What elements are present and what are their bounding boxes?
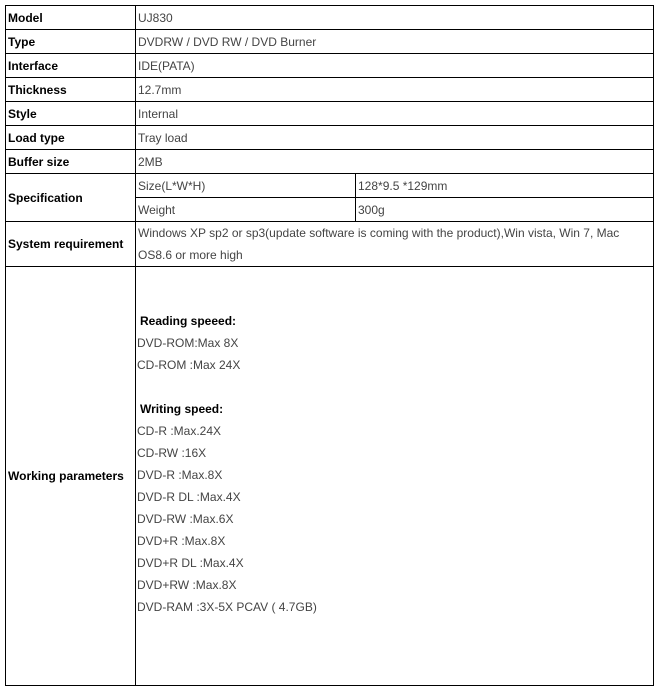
system-requirement-line-2: OS8.6 or more high: [138, 248, 243, 262]
interface-label: Interface: [6, 54, 136, 78]
style-value: Internal: [136, 102, 654, 126]
style-label: Style: [6, 102, 136, 126]
writing-speed-item: DVD-R :Max.8X: [137, 468, 223, 482]
buffer-size-label: Buffer size: [6, 150, 136, 174]
type-label: Type: [6, 30, 136, 54]
spec-row-style: [6, 102, 654, 126]
writing-speed-item: DVD+RW :Max.8X: [137, 578, 237, 592]
system-requirement-line-1: Windows XP sp2 or sp3(update software is coming with the product),Win vista, Win 7, Mac: [138, 226, 620, 240]
reading-speed-item: DVD-ROM:Max 8X: [137, 336, 239, 350]
spec-row-buffer-size: [6, 150, 654, 174]
system-requirement-value: [136, 222, 654, 267]
writing-speed-item: CD-R :Max.24X: [137, 424, 222, 438]
weight-row: [136, 198, 653, 222]
spec-row-thickness: [6, 78, 654, 102]
writing-speed-item: DVD-R DL :Max.4X: [137, 490, 241, 504]
size-row: [136, 174, 653, 198]
system-requirement-label: System requirement: [6, 222, 136, 267]
interface-value: IDE(PATA): [136, 54, 654, 78]
working-parameters-label: Working parameters: [6, 267, 136, 686]
type-value: DVDRW / DVD RW / DVD Burner: [136, 30, 654, 54]
spec-row-working-parameters: [6, 267, 654, 686]
spec-row-interface: [6, 54, 654, 78]
model-label: Model: [6, 6, 136, 30]
size-value: 128*9.5 *129mm: [356, 174, 654, 198]
writing-speed-item: CD-RW :16X: [137, 446, 207, 460]
spec-row-system-requirement: [6, 222, 654, 267]
size-label: Size(L*W*H): [136, 174, 356, 198]
writing-speed-item: DVD-RAM :3X-5X PCAV ( 4.7GB): [137, 600, 317, 614]
product-spec-table: [5, 5, 654, 686]
spec-row-specification: [6, 174, 654, 222]
thickness-value: 12.7mm: [136, 78, 654, 102]
spec-row-model: [6, 6, 654, 30]
specification-subtable: [136, 174, 653, 221]
thickness-label: Thickness: [6, 78, 136, 102]
spec-row-type: [6, 30, 654, 54]
working-parameters-value: [136, 267, 654, 686]
writing-speed-item: DVD+R DL :Max.4X: [137, 556, 244, 570]
load-type-value: Tray load: [136, 126, 654, 150]
buffer-size-value: 2MB: [136, 150, 654, 174]
load-type-label: Load type: [6, 126, 136, 150]
reading-speed-heading: Reading speeed:: [140, 314, 237, 328]
specification-cell: [136, 174, 654, 222]
model-value: UJ830: [136, 6, 654, 30]
writing-speed-heading: Writing speed:: [140, 402, 224, 416]
weight-label: Weight: [136, 198, 356, 222]
reading-speed-item: CD-ROM :Max 24X: [137, 358, 241, 372]
writing-speed-item: DVD-RW :Max.6X: [137, 512, 234, 526]
writing-speed-item: DVD+R :Max.8X: [137, 534, 226, 548]
weight-value: 300g: [356, 198, 654, 222]
spec-row-load-type: [6, 126, 654, 150]
specification-label: Specification: [6, 174, 136, 222]
